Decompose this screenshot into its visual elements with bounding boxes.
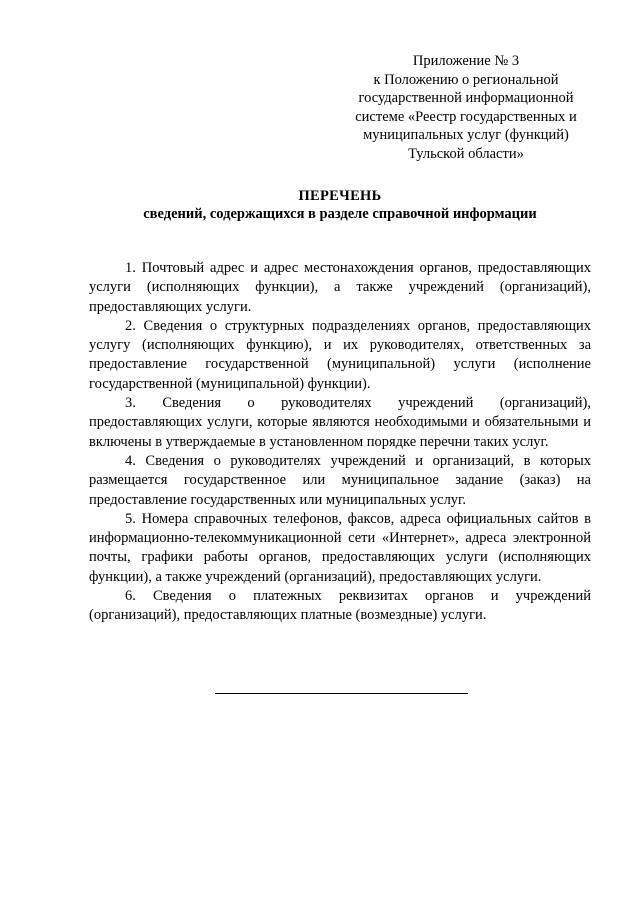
list-item-2: 2. Сведения о структурных подразделениях органов, предоставляющих услугу (исполняющих функцию), и их руководителях, ответственных за предоставление государственной (муниципальной) услуги (исполнение государственной (муниципальной) функции). [89, 317, 591, 392]
title-subheading: сведений, содержащихся в разделе справочной информации [143, 206, 537, 222]
appendix-block [344, 52, 588, 164]
appendix-line: муниципальных услуг (функций) [363, 127, 569, 144]
appendix-line: системе «Реестр государственных и [355, 108, 577, 125]
list-item-1: 1. Почтовый адрес и адрес местонахождения органов, предоставляющих услуги (исполняющих функции), а также учреждений (организаций), предоставляющих услуги. [89, 260, 591, 315]
list-item-3: 3. Сведения о руководителях учреждений (организаций), предоставляющих услуги, которые являются необходимыми и обязательными и включены в утверждаемые в установленном порядке перечни таких услуг. [89, 395, 591, 450]
list-item-5: 5. Номера справочных телефонов, факсов, адреса официальных сайтов в информационно-телекоммуникационной сети «Интернет», адреса электронной почты, графики работы органов, предоставляющих услуги (исполняющих функции), а также учреждений (организаций), предоставляющих услуги. [89, 510, 591, 585]
appendix-line: Тульской области» [408, 145, 524, 162]
list-body [89, 259, 591, 626]
document-title [90, 187, 590, 223]
appendix-line: к Положению о региональной [373, 71, 559, 88]
list-item-6: 6. Сведения о платежных реквизитах органов и учреждений (организаций), предоставляющих платные (возмездные) услуги. [89, 588, 591, 624]
closing-divider-line [215, 693, 468, 694]
title-heading: ПЕРЕЧЕНЬ [298, 188, 382, 204]
appendix-line: государственной информационной [358, 90, 574, 107]
appendix-number: Приложение № 3 [412, 53, 520, 69]
list-item-4: 4. Сведения о руководителях учреждений и организаций, в которых размещается государственное или муниципальное задание (заказ) на предоставление государственных или муниципальных услуг. [89, 452, 591, 508]
